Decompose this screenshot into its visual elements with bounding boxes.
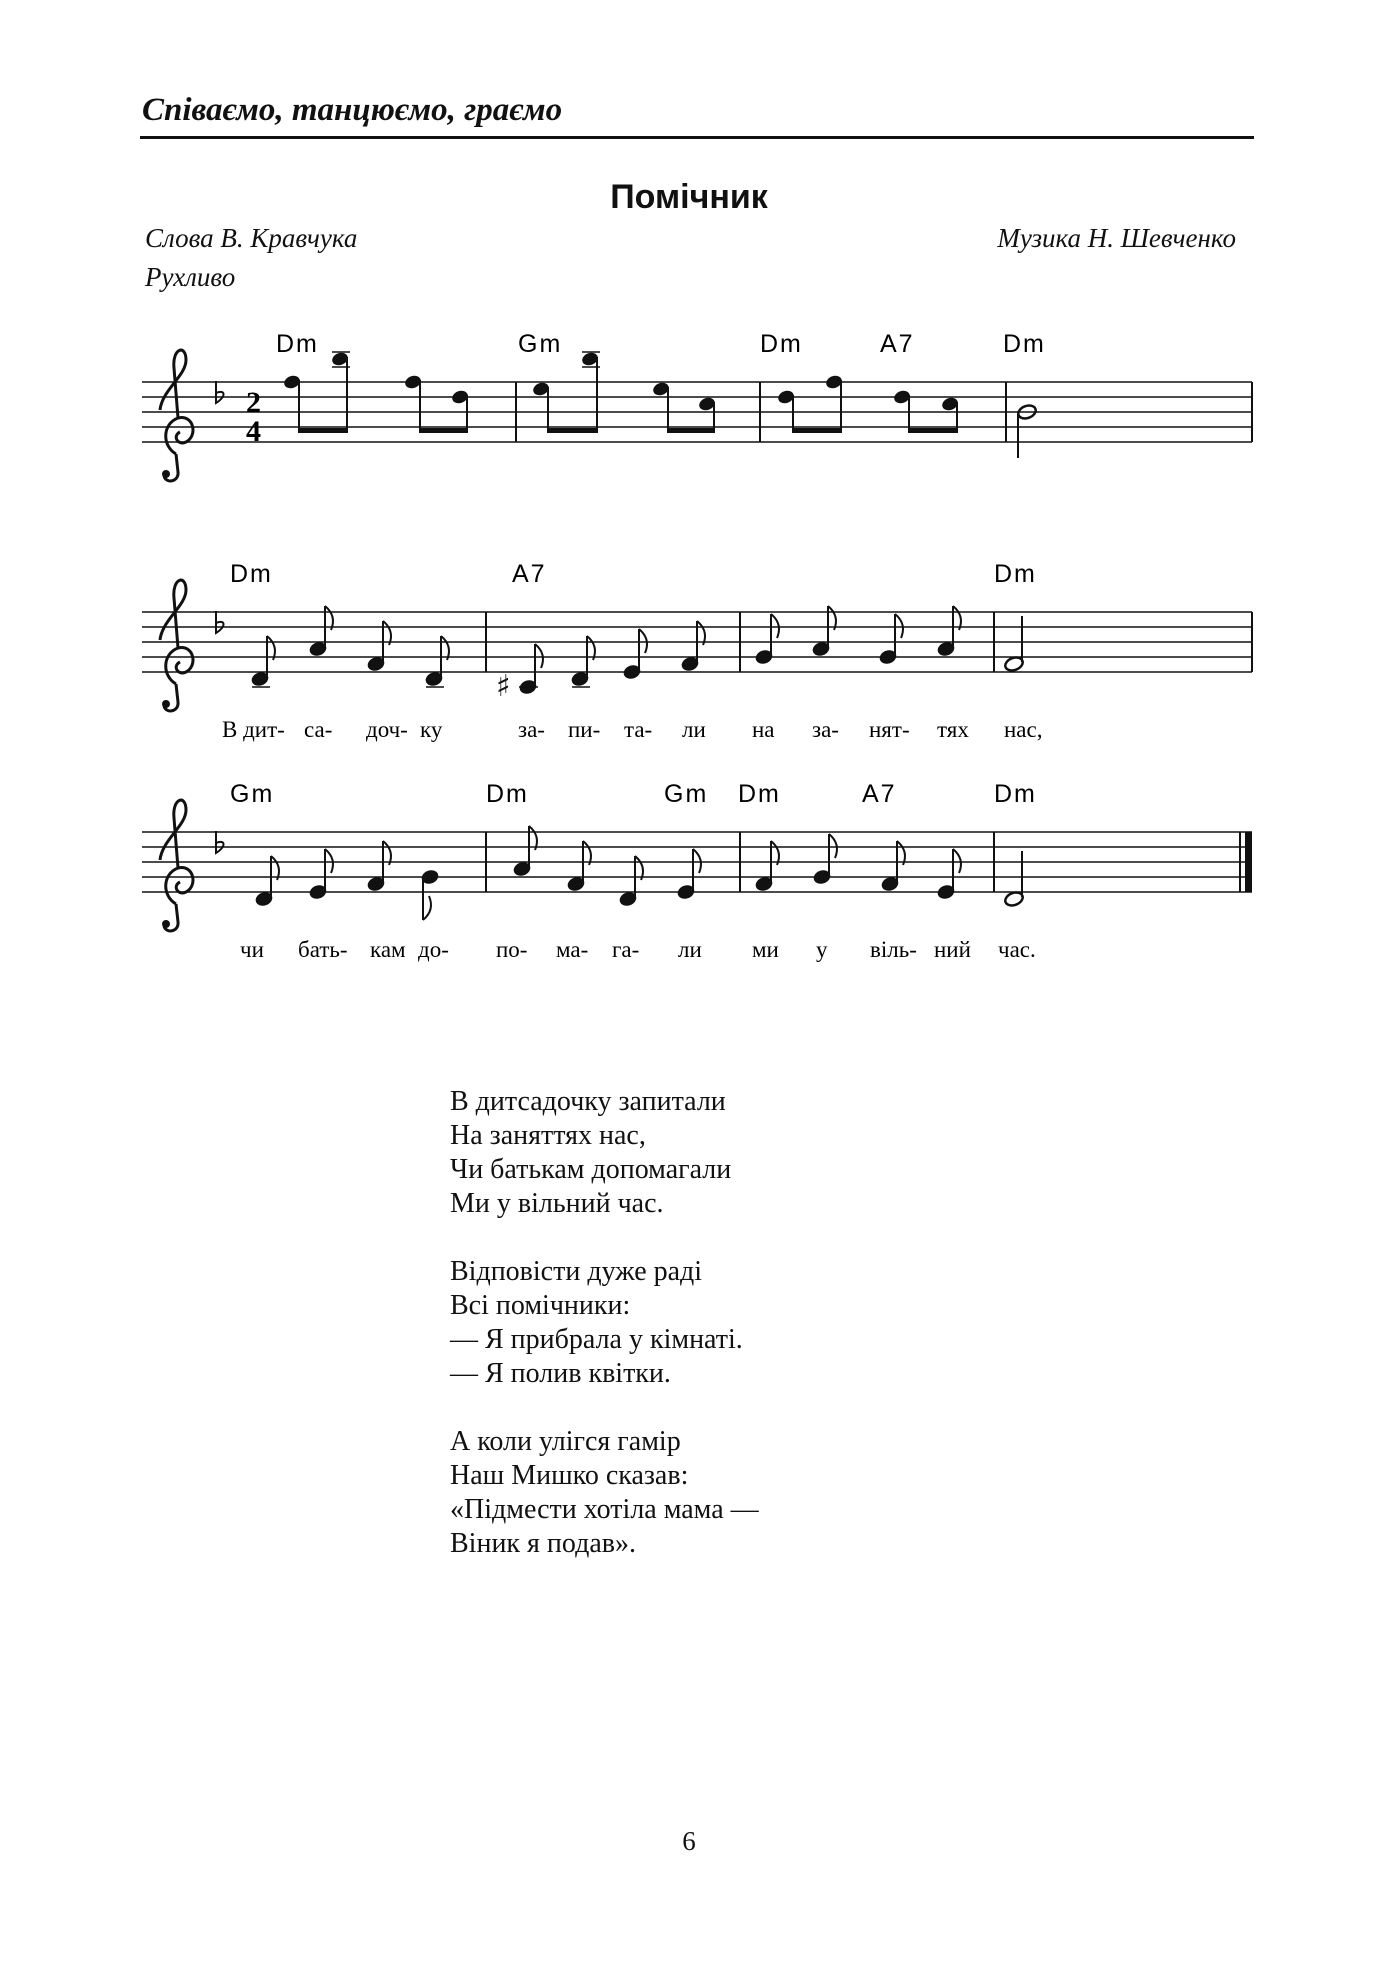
chords-system-1 [276, 330, 1046, 358]
lyric-syllable: час. [998, 937, 1036, 962]
stanza-2 [450, 1255, 759, 1391]
lyric-syllable: доч- [366, 717, 408, 742]
sharp-icon: ♯ [496, 669, 511, 704]
verse-line: Всі помічники: [450, 1290, 631, 1321]
lyric-syllable: В дит- [222, 717, 285, 742]
verse-line: Наш Мишко сказав: [450, 1460, 689, 1491]
chord: Gm [664, 780, 709, 808]
verses [450, 1085, 759, 1595]
lyric-syllable: ма- [556, 937, 589, 962]
verse-line: Відповісти дуже раді [450, 1256, 703, 1287]
treble-clef-icon [160, 580, 193, 711]
lyric-syllable: са- [304, 717, 333, 742]
staff-lines [142, 832, 1252, 892]
chords-system-2 [230, 560, 1037, 588]
lyric-syllable: ли [678, 937, 702, 962]
chord: Gm [518, 330, 563, 358]
verse-line: Ми у вільний час. [450, 1188, 664, 1219]
lyric-syllable: тях [937, 717, 969, 742]
verse-line: А коли улігся гамір [450, 1426, 681, 1457]
time-sig-top: 2 [246, 386, 261, 419]
verse-line: Чи батькам допомагали [450, 1154, 732, 1185]
lyric-syllable: нас, [1004, 717, 1043, 742]
verse-line: На заняттях нас, [450, 1120, 646, 1151]
verse-line: В дитсадочку запитали [450, 1086, 726, 1117]
lyric-syllable: по- [496, 937, 528, 962]
lyrics-system-2 [222, 717, 1042, 742]
lyric-syllable: за- [812, 717, 839, 742]
lyric-syllable: га- [612, 937, 640, 962]
staff-system-1 [142, 330, 1252, 481]
chord: Dm [486, 780, 529, 808]
chord: Dm [230, 560, 273, 588]
chord: Dm [1003, 330, 1046, 358]
chord: A7 [862, 780, 897, 808]
treble-clef-icon [160, 800, 193, 931]
flat-icon [216, 831, 224, 853]
chord: Gm [230, 780, 275, 808]
section-title: Співаємо, танцюємо, граємо [142, 92, 563, 128]
stanza-1 [450, 1085, 759, 1221]
lyricist-credit: Слова В. Кравчука [145, 223, 358, 253]
lyric-syllable: нят- [869, 717, 910, 742]
tempo-marking: Рухливо [145, 262, 236, 292]
notes-system-2 [250, 606, 1024, 704]
stanza-3 [450, 1425, 759, 1561]
verse-line: Віник я подав». [450, 1528, 636, 1559]
lyric-syllable: ку [420, 717, 443, 742]
lyric-syllable: кам [370, 937, 406, 962]
time-sig-bottom: 4 [246, 415, 261, 448]
page-number: 6 [682, 1826, 696, 1856]
song-title: Помічник [610, 178, 768, 216]
chord: A7 [512, 560, 547, 588]
lyric-syllable: за- [518, 717, 545, 742]
lyric-syllable: та- [624, 717, 653, 742]
notes-system-3 [254, 826, 1024, 920]
lyric-syllable: до- [418, 937, 449, 962]
staff-system-3 [142, 780, 1252, 962]
flat-icon [216, 381, 224, 403]
chord: Dm [738, 780, 781, 808]
lyrics-system-3 [240, 937, 1036, 962]
verse-line: — Я прибрала у кімнаті. [450, 1324, 743, 1355]
lyric-syllable: ли [682, 717, 706, 742]
lyric-syllable: ний [934, 937, 971, 962]
staff-system-2 [142, 560, 1252, 742]
chords-system-3 [230, 780, 1037, 808]
chord: Dm [276, 330, 319, 358]
lyric-syllable: пи- [568, 717, 601, 742]
treble-clef-icon [160, 350, 193, 481]
flat-icon [216, 611, 224, 633]
lyric-syllable: бать- [298, 937, 348, 962]
lyric-syllable: чи [240, 937, 264, 962]
composer-credit: Музика Н. Шевченко [997, 223, 1236, 253]
chord: Dm [760, 330, 803, 358]
lyric-syllable: на [752, 717, 775, 742]
lyric-syllable: ми [752, 937, 779, 962]
chord: Dm [994, 780, 1037, 808]
chord: A7 [880, 330, 915, 358]
verse-line: «Підмести хотіла мама — [450, 1494, 759, 1525]
lyric-syllable: у [816, 937, 828, 962]
chord: Dm [994, 560, 1037, 588]
lyric-syllable: віль- [870, 937, 917, 962]
verse-line: — Я полив квітки. [450, 1358, 671, 1389]
